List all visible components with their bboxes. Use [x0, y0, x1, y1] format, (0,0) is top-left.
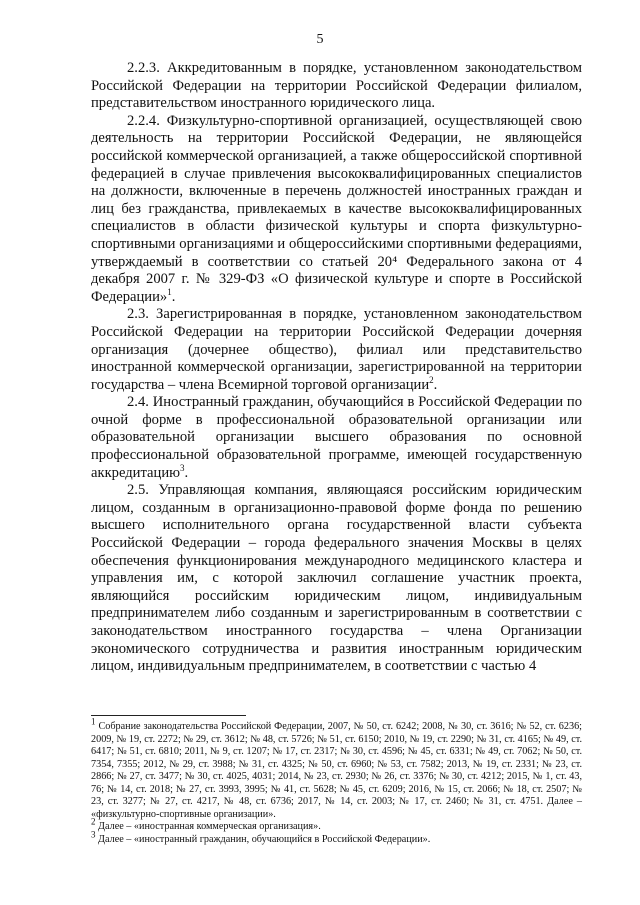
paragraph-2-4 [91, 394, 582, 482]
paragraph-2-2-4 [91, 113, 582, 307]
footnote-marker: 1 [91, 716, 96, 727]
footnote-1 [91, 716, 583, 821]
footnote-divider [91, 715, 246, 716]
footnote-3 [91, 829, 582, 847]
footnote-text: Далее – «иностранный гражданин, обучающийся в Российской Федерации». [98, 833, 431, 845]
footnote-ref-3[interactable]: 3 [180, 462, 185, 473]
footnote-2 [91, 816, 582, 834]
footnote-text: Далее – «иностранная коммерческая организация». [98, 821, 321, 832]
footnote-text: Собрание законодательства Российской Федерации, 2007, № 50, ст. 6242; 2008, № 30, ст. 3616; № 52, ст. 6236; 2009, № 19, ст. 2272; № 29, ст. 3612; № 48, ст. 5726; № 51, ст. 6150; 2010, № 19, ст. 2290; № 31, ст. 4165; № 49, ст. 6417; № 51, ст. 6810; 2011, № 9, ст. 1207; № 17, ст. 2317; № 30, ст. 4596; № 45, ст. 6331; № 49, ст. 7062; № 50, ст. 7354, 7355; 2012, № 29, ст. 3988; № 31, ст. 4325; № 50, ст. 6960; № 53, ст. 7582; 2013, № 19, ст. 2331; № 23, ст. 2866; № 27, ст. 3477; № 30, ст. 4025, 4031; 2014, № 23, ст. 2930; № 26, ст. 3376; № 30, ст. 4212; 2015, № 1, ст. 43, 76; № 14, ст. 2018; № 27, ст. 3993, 3995; № 41, ст. 5628; № 45, ст. 6209; 2016, № 15, ст. 2066; № 18, ст. 2507; № 23, ст. 3277; № 27, ст. 4217, № 48, ст. 6736; 2017, № 14, ст. 2003; № 17, ст. 2460; № 31, ст. 4751. Далее – «физкультурно-спортивные организации». [91, 721, 583, 820]
paragraph-2-2-3 [91, 60, 582, 113]
footnote-ref-1[interactable]: 1 [167, 286, 172, 297]
footnote-marker: 2 [91, 816, 96, 827]
paragraph-2-3 [91, 306, 582, 394]
footnote-ref-2[interactable]: 2 [429, 374, 434, 385]
paragraph-text: 2.2.4. Физкультурно-спортивной организацией, осуществляющей свою деятельность на территории Российской Федерации, не являющейся российской коммерческой организацией, а также общероссийской спортивной федерацией в случае привлечения высококвалифицированных специалистов на должности, включенные в перечень должностей иностранных граждан и лиц без гражданства, привлекаемых в качестве высококвалифицированных специалистов в области физической культуры и спорта физкультурно-спортивными организациями и общероссийскими спортивными федерациями, утверждаемый в соответствии со статьей 20⁴ Федерального закона от 4 декабря 2007 г. № 329-ФЗ «О физической культуре и спорте в Российской Федерации» [91, 112, 582, 305]
paragraph-2-5 [91, 482, 582, 676]
paragraph-end: . [171, 288, 176, 305]
paragraph-end: . [184, 464, 189, 481]
paragraph-text: 2.4. Иностранный гражданин, обучающийся в Российской Федерации по очной форме в профессиональной образовательной организации или образовательной организации высшего образования по основной профессиональной образовательной программе, имеющей государственную аккредитацию [91, 394, 582, 481]
paragraph-text: 2.5. Управляющая компания, являющаяся российским юридическим лицом, созданным в организационно-правовой форме фонда по решению высшего исполнительного органа государственной власти субъекта Российской Федерации – города федерального значения Москвы в целях обеспечения функционирования международного медицинского кластера и управления им, с которой заключил соглашение участник проекта, являющийся российским юридическим лицом, индивидуальным предпринимателем либо созданным и зарегистрированным в соответствии с законодательством иностранного государства – члена Организации экономического сотрудничества и развития иностранным юридическим лицом, индивидуальным предпринимателем, в соответствии с частью 4 [91, 482, 582, 675]
footnote-marker: 3 [91, 829, 96, 840]
page-number: 5 [316, 32, 324, 47]
footnotes [91, 716, 583, 846]
paragraph-text: 2.3. Зарегистрированная в порядке, установленном законодательством Российской Федерации на территории Российской Федерации дочерняя организация (дочернее общество), филиал или представительство иностранной коммерческой организации, зарегистрированной на территории государства – члена Всемирной торговой организации [91, 306, 582, 393]
document-body [91, 60, 582, 676]
paragraph-end: . [433, 376, 438, 393]
paragraph-text: 2.2.3. Аккредитованным в порядке, установленном законодательством Российской Федерации на территории Российской Федерации филиалом, представительством иностранного юридического лица. [91, 60, 582, 112]
